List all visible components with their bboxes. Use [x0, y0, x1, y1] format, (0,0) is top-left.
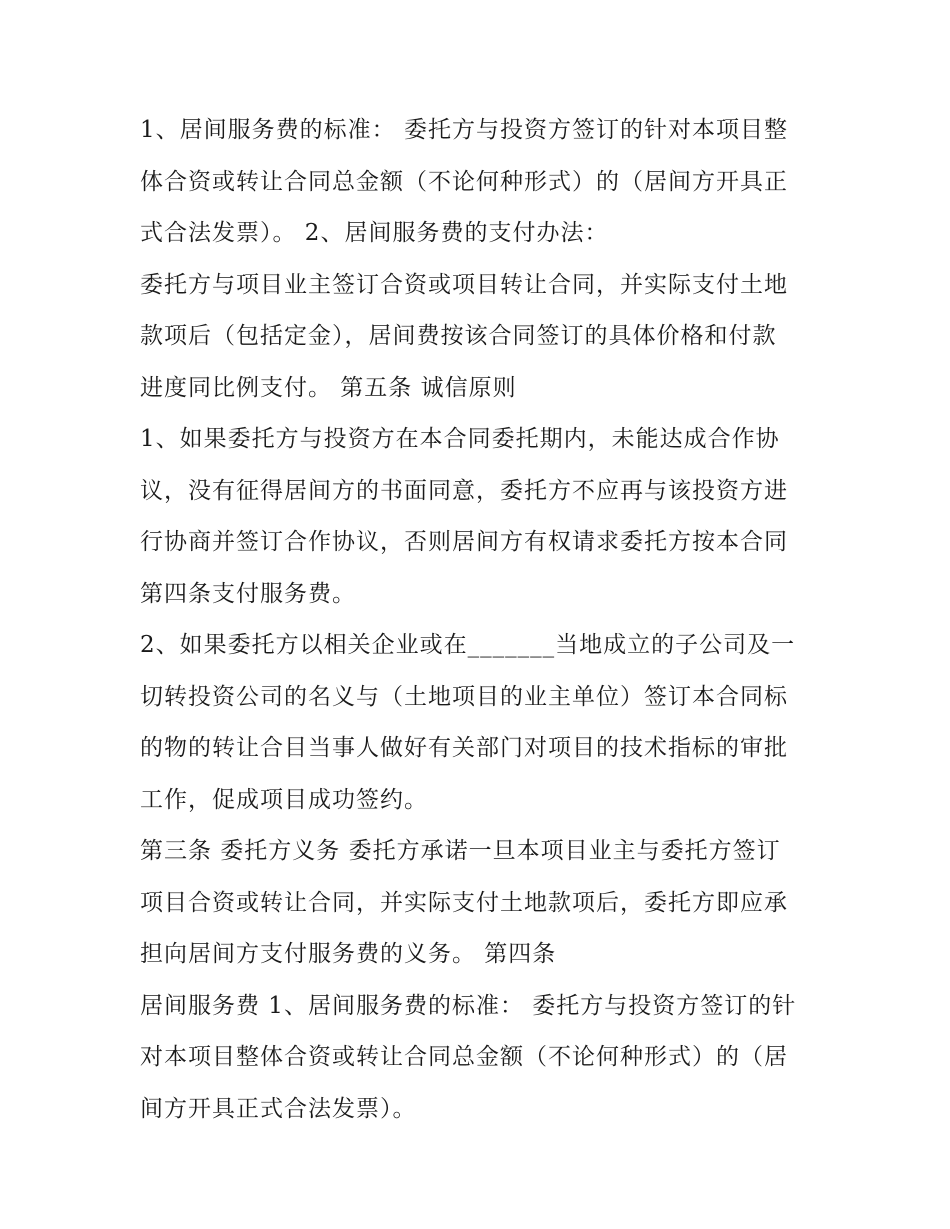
- text-line: 第三条 委托方义务 委托方承诺一旦本项目业主与委托方签订: [140, 838, 781, 864]
- text-line: 居间服务费 1、居间服务费的标准： 委托方与投资方签订的针: [140, 992, 797, 1019]
- document-body: [140, 108, 820, 1138]
- text-line: 对本项目整体合资或转让合同总金额（不论何种形式）的（居: [140, 1044, 788, 1070]
- text-line: 委托方与项目业主签订合资或项目转让合同，并实际支付土地: [140, 271, 788, 298]
- text-line: 式合法发票）。 2、居间服务费的支付办法：: [140, 220, 609, 246]
- text-line: 工作，促成项目成功签约。: [140, 786, 428, 813]
- text-line: 间方开具正式合法发票）。: [140, 1095, 417, 1122]
- text-line: 行协商并签订合作协议，否则居间方有权请求委托方按本合同: [140, 529, 788, 555]
- text-line: 项目合资或转让合同，并实际支付土地款项后，委托方即应承: [140, 889, 788, 916]
- text-line: 第四条支付服务费。: [140, 580, 356, 607]
- text-line: 切转投资公司的名义与（土地项目的业主单位）签订本合同标: [140, 683, 788, 710]
- text-line: 进度同比例支付。 第五条 诚信原则: [140, 374, 517, 401]
- text-line: 体合资或转让合同总金额（不论何种形式）的（居间方开具正: [140, 168, 788, 195]
- text-line: 担向居间方支付服务费的义务。 第四条: [140, 941, 557, 967]
- text-line: 款项后（包括定金），居间费按该合同签订的具体价格和付款: [140, 323, 777, 349]
- text-line: 2、如果委托方以相关企业或在_______当地成立的子公司及一: [140, 632, 796, 658]
- text-line: 议，没有征得居间方的书面同意，委托方不应再与该投资方进: [140, 477, 788, 504]
- text-line: 1、居间服务费的标准： 委托方与投资方签订的针对本项目整: [140, 117, 788, 143]
- text-line: 1、如果委托方与投资方在本合同委托期内，未能达成合作协: [140, 426, 780, 452]
- text-line: 的物的转让合目当事人做好有关部门对项目的技术指标的审批: [140, 735, 788, 761]
